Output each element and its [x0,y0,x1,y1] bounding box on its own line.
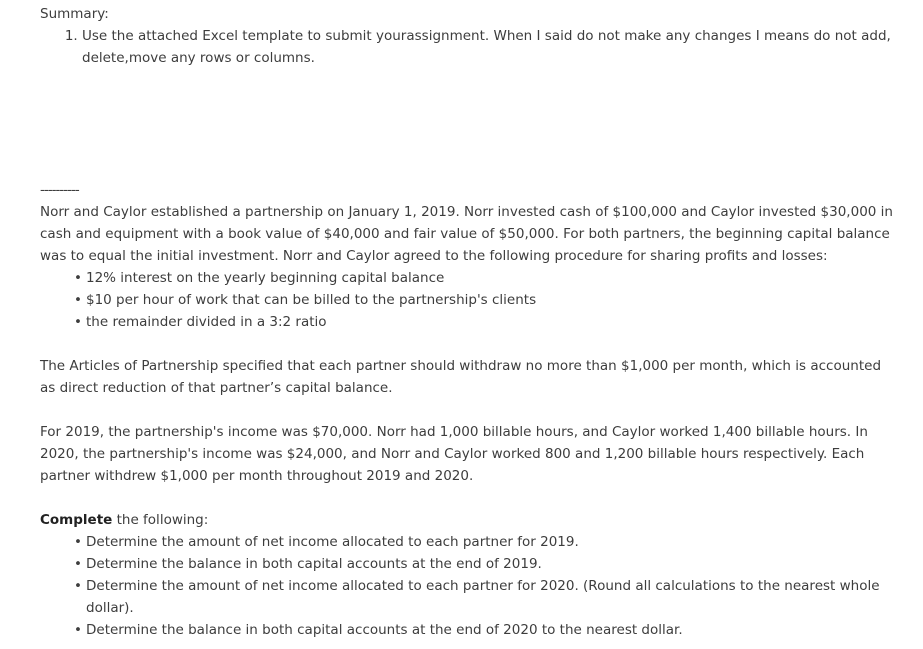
spacer [40,69,900,179]
list-item: • Determine the balance in both capital accounts at the end of 2020 to the nearest dollar. [74,619,900,641]
intro-paragraph: Norr and Caylor established a partnership on January 1, 2019. Norr invested cash of $100,000 and Caylor invested $30,000 in cash and equipment with a book value of $40,000 and fair value of $50,000. For both partners, the beginning capital balance was to equal the initial investment. Norr and Caylor agreed to the following procedure for sharing profits and losses: [40,204,893,264]
spacer [40,399,900,421]
profit-sharing-list [40,267,900,333]
summary-item: 1. Use the attached Excel template to submit yourassignment. When I said do not make any changes I means do not add, delete,move any rows or columns. [82,25,900,69]
articles-paragraph: The Articles of Partnership specified that each partner should withdraw no more than $1,000 per month, which is accounted as direct reduction of that partner’s capital balance. [40,358,882,396]
task-list [40,531,900,641]
summary-heading: Summary: [40,6,109,22]
divider-line: ---------- [40,182,79,198]
spacer [40,333,900,355]
spacer [40,487,900,509]
list-item: • 12% interest on the yearly beginning capital balance [74,267,900,289]
complete-bold-label: Complete [40,512,113,528]
summary-list [40,25,900,69]
list-item: • Determine the amount of net income allocated to each partner for 2020. (Round all calculations to the nearest whole dollar). [74,575,900,619]
list-item: • $10 per hour of work that can be billed to the partnership's clients [74,289,900,311]
income-paragraph: For 2019, the partnership's income was $70,000. Norr had 1,000 billable hours, and Caylor worked 1,400 billable hours. In 2020, the partnership's income was $24,000, and Norr and Caylor worked 800 and 1,200 billable hours respectively. Each partner withdrew $1,000 per month throughout 2019 and 2020. [40,424,868,484]
complete-heading [40,509,900,531]
list-item: • Determine the balance in both capital accounts at the end of 2019. [74,553,900,575]
complete-rest-label: the following: [112,512,209,528]
assignment-document [40,3,900,641]
list-item: • Determine the amount of net income allocated to each partner for 2019. [74,531,900,553]
list-item: • the remainder divided in a 3:2 ratio [74,311,900,333]
